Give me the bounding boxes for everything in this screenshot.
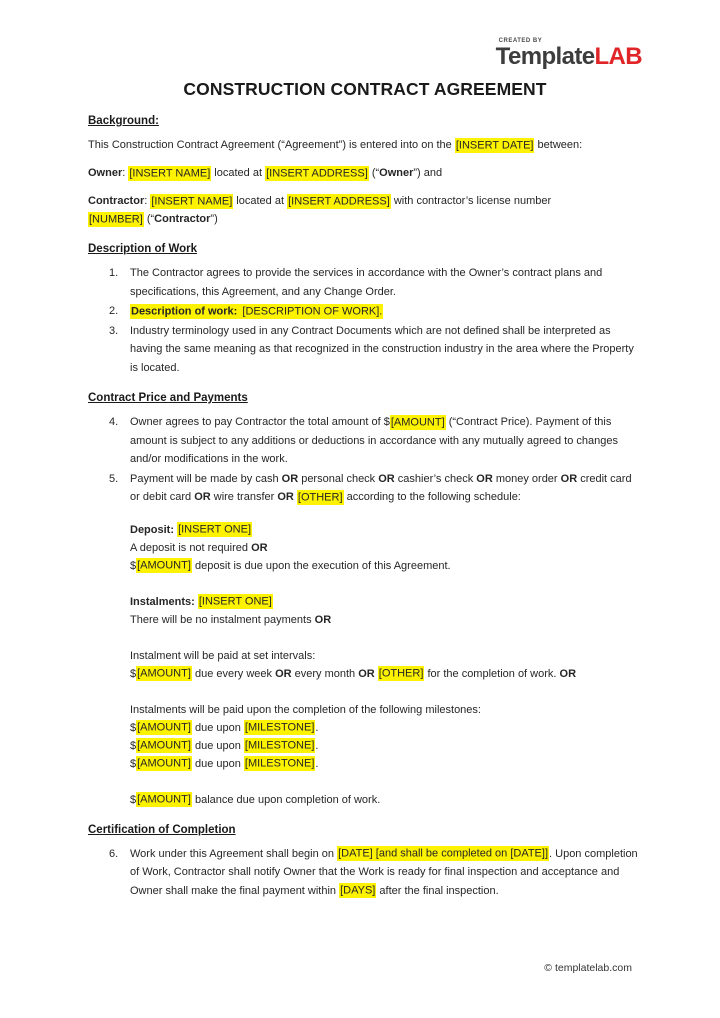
certification-list xyxy=(88,845,642,901)
list-text: The Contractor agrees to provide the services in accordance with the Owner’s contract plans and specifications, this Agreement, and any Change Order. xyxy=(130,267,603,298)
schedule-line: $[AMOUNT] due every week OR every month OR [OTHER] for the completion of work. OR xyxy=(130,667,577,680)
footer-credit: © templatelab.com xyxy=(544,962,632,974)
deposit-block xyxy=(130,521,642,575)
logo-wordmark-main: Template xyxy=(495,43,595,70)
schedule-line: Deposit: [INSERT ONE] xyxy=(130,523,252,536)
list-text: Industry terminology used in any Contract Documents which are not defined shall be interpreted as having the same meaning as that recognized in the construction industry in the area where the Property is located. xyxy=(130,324,634,374)
schedule-line: Instalments will be paid upon the completion of the following milestones: xyxy=(130,703,481,716)
list-number: 6. xyxy=(109,847,119,860)
schedule-line: $[AMOUNT] deposit is due upon the execution of this Agreement. xyxy=(130,559,451,572)
logo-wordmark xyxy=(496,43,642,70)
list-number: 1. xyxy=(109,267,119,279)
contract-price-list xyxy=(88,413,642,507)
logo-row xyxy=(88,38,642,69)
paragraph-intro: This Construction Contract Agreement (“Agreement”) is entered into on the [INSERT DATE] between: xyxy=(88,139,583,151)
list-number: 5. xyxy=(109,472,119,485)
list-item-3 xyxy=(88,322,642,378)
paragraph-owner: Owner: [INSERT NAME] located at [INSERT ADDRESS] (“Owner”) and xyxy=(88,167,443,179)
intervals-block xyxy=(130,647,642,683)
document-title: CONSTRUCTION CONTRACT AGREEMENT xyxy=(183,79,547,99)
description-of-work-list xyxy=(88,264,642,377)
list-text: Payment will be made by cash OR personal check OR cashier’s check OR money order OR credit card or debit card OR wire transfer OR [OTHER] according to the following schedule: xyxy=(130,472,632,503)
balance-block xyxy=(130,791,642,809)
logo-wordmark-accent: LAB xyxy=(594,43,642,70)
logo-created-by-label: CREATED BY xyxy=(498,38,543,44)
schedule-line: Instalments: [INSERT ONE] xyxy=(130,595,272,608)
section-heading-background: Background: xyxy=(88,115,159,127)
list-text: Description of work: [DESCRIPTION OF WORK]. xyxy=(131,305,383,317)
schedule-line: There will be no instalment payments OR xyxy=(130,613,332,626)
schedule-line: Instalment will be paid at set intervals: xyxy=(130,649,316,662)
templatelab-logo xyxy=(496,38,642,69)
list-number: 4. xyxy=(109,416,119,428)
list-number: 3. xyxy=(109,324,119,337)
section-heading-contract-price: Contract Price and Payments xyxy=(88,392,248,404)
instalments-block xyxy=(130,593,642,629)
list-number: 2. xyxy=(109,305,119,317)
schedule-line: $[AMOUNT] due upon [MILESTONE]. xyxy=(130,739,319,752)
list-item-1 xyxy=(88,264,642,301)
list-text: Work under this Agreement shall begin on [DATE] [and shall be completed on [DATE]]. Upon completion of Work, Contractor shall notify Owner that the Work is ready for final inspection and acceptance and Owner shall make the final payment within [DAYS] after the final inspection. xyxy=(130,847,638,897)
schedule-line: A deposit is not required OR xyxy=(130,541,268,554)
list-item-5 xyxy=(88,470,642,507)
paragraph-contractor: Contractor: [INSERT NAME] located at [INSERT ADDRESS] with contractor’s license number [NUMBER] (“Contractor”) xyxy=(88,195,552,225)
schedule-line: $[AMOUNT] due upon [MILESTONE]. xyxy=(130,721,319,734)
list-text: Owner agrees to pay Contractor the total amount of $[AMOUNT] (“Contract Price). Payment of this amount is subject to any additions or deductions in accordance with any mutually agreed to changes and/or modifications in the work. xyxy=(130,416,618,465)
list-item-2 xyxy=(88,302,642,321)
schedule-line: $[AMOUNT] balance due upon completion of work. xyxy=(130,793,381,806)
section-heading-description-of-work: Description of Work xyxy=(88,243,198,255)
list-item-6 xyxy=(88,845,642,901)
schedule-line: $[AMOUNT] due upon [MILESTONE]. xyxy=(130,757,319,770)
section-heading-certification: Certification of Completion xyxy=(88,823,236,836)
milestones-block xyxy=(130,701,642,773)
list-item-4 xyxy=(88,413,642,469)
